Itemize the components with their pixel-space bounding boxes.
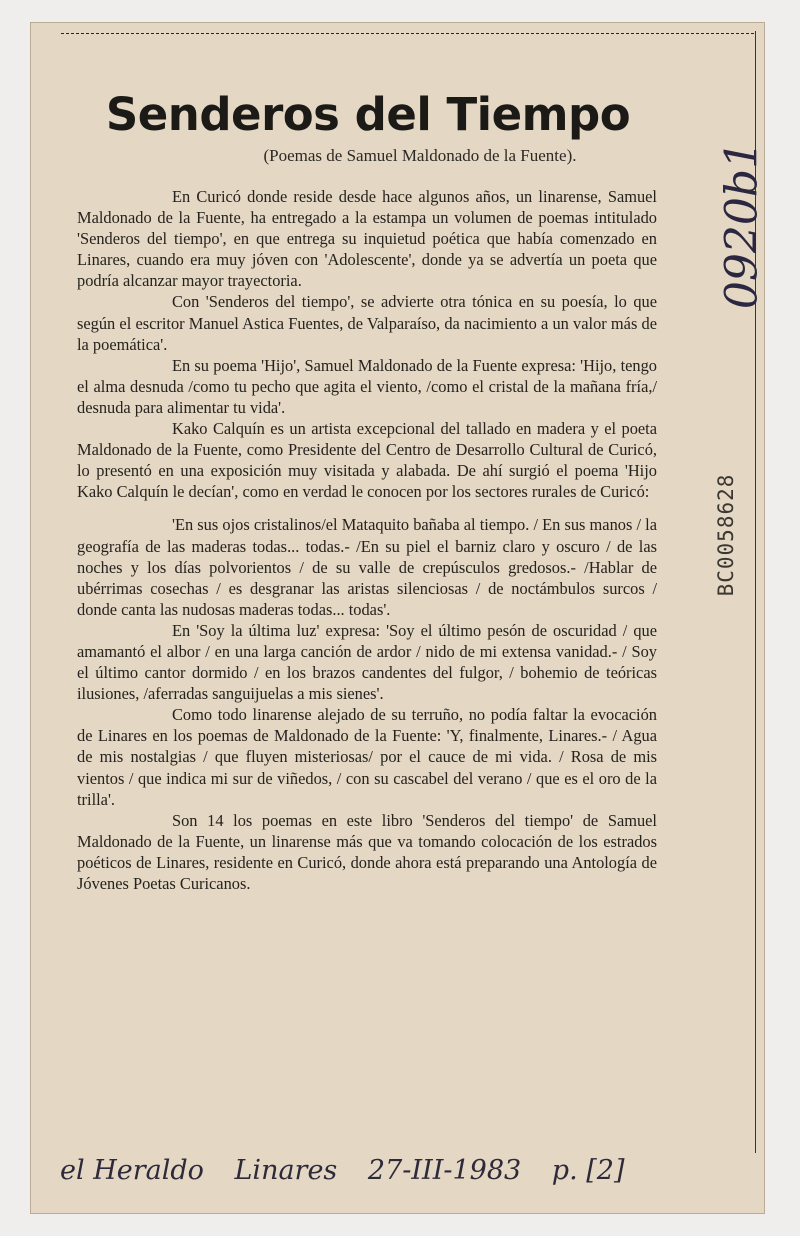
side-code-text: 0920b1 xyxy=(716,140,768,310)
handwritten-side-code xyxy=(712,110,772,340)
article-paragraph: Kako Calquín es un artista excepcional del tallado en madera y el poeta Maldonado de la Fuente, como Presidente del Centro de Desarrollo Cultural de Curicó, lo presentó en una exposición muy visitada y alabada. De ahí surgió el poema 'Hijo Kako Calquín le decían', como en verdad le conocen por los sectores rurales de Curicó: xyxy=(77,419,657,502)
article-paragraph: En su poema 'Hijo', Samuel Maldonado de la Fuente expresa: 'Hijo, tengo el alma desnuda /como tu pecho que agita el viento, /como el cristal de la mañana fría,/ desnuda para alimentar tu vida'. xyxy=(77,355,657,417)
archive-stamp xyxy=(708,460,744,610)
article-paragraph: En Curicó donde reside desde hace algunos años, un linarense, Samuel Maldonado de la Fuente, ha entregado a la estampa un volumen de poemas intitulado 'Senderos del tiempo', en que entrega su inquietud poética que había comenzado en Linares, cuando era muy jóven con 'Adolescente', donde ya se advertía un poeta que podría alcanzar mayor trayectoria. xyxy=(77,187,657,291)
clipping-top-border xyxy=(61,33,754,34)
article-paragraph: Con 'Senderos del tiempo', se advierte otra tónica en su poesía, lo que según el escritor Manuel Astica Fuentes, de Valparaíso, da nacimiento a un valor más de la poemática'. xyxy=(77,292,657,354)
article-subtitle: (Poemas de Samuel Maldonado de la Fuente). xyxy=(263,146,577,165)
article-paragraph: 'En sus ojos cristalinos/el Mataquito bañaba al tiempo. / En sus manos / la geografía de las maderas todas... todas.- /En su piel el barniz claro y oscuro / de las noches y los días polvorientos / de su valle de crepúsculos gredosos.- /Hablar de ubérrimas cosechas / es desgranar las aristas silenciosas / de noctámbulos surcos / donde canta las nudosas maderas todas... todas'. xyxy=(77,515,657,619)
article-title: Senderos del Tiempo xyxy=(105,88,631,142)
stamp-text: BC0058628 xyxy=(714,473,738,597)
article-paragraph: Son 14 los poemas en este libro 'Senderos del tiempo' de Samuel Maldonado de la Fuente, un linarense más que va tomando colocación de los estrados poéticos de Linares, residente en Curicó, donde ahora está preparando una Antología de Jóvenes Poetas Curicanos. xyxy=(77,810,657,893)
source-city: Linares xyxy=(234,1155,338,1186)
source-date: 27-III-1983 xyxy=(367,1155,522,1186)
source-page: p. [2] xyxy=(551,1155,625,1186)
source-name: el Heraldo xyxy=(60,1155,204,1186)
article-paragraph: Como todo linarense alejado de su terruño, no podía faltar la evocación de Linares en los poemas de Maldonado de la Fuente: 'Y, finalmente, Linares.- / Agua de mis nostalgias / que fluyen misteriosas/ por el cauce de mi vida. / Rosa de mis vientos / que indica mi sur de viñedos, / con su cascabel del verano / que es el oro de la trilla'. xyxy=(77,705,657,809)
handwritten-citation xyxy=(60,1155,700,1186)
article-paragraph: En 'Soy la última luz' expresa: 'Soy el último pesón de oscuridad / que amamantó el albor / en una larga canción de ardor / nido de mi extensa vanidad.- / Soy el último cantor dormido / en los brazos candentes del fulgor, / bohemio de teóricas ilusiones, /aferradas sanguijuelas a mis sienes'. xyxy=(77,620,657,704)
article-body xyxy=(77,186,657,894)
